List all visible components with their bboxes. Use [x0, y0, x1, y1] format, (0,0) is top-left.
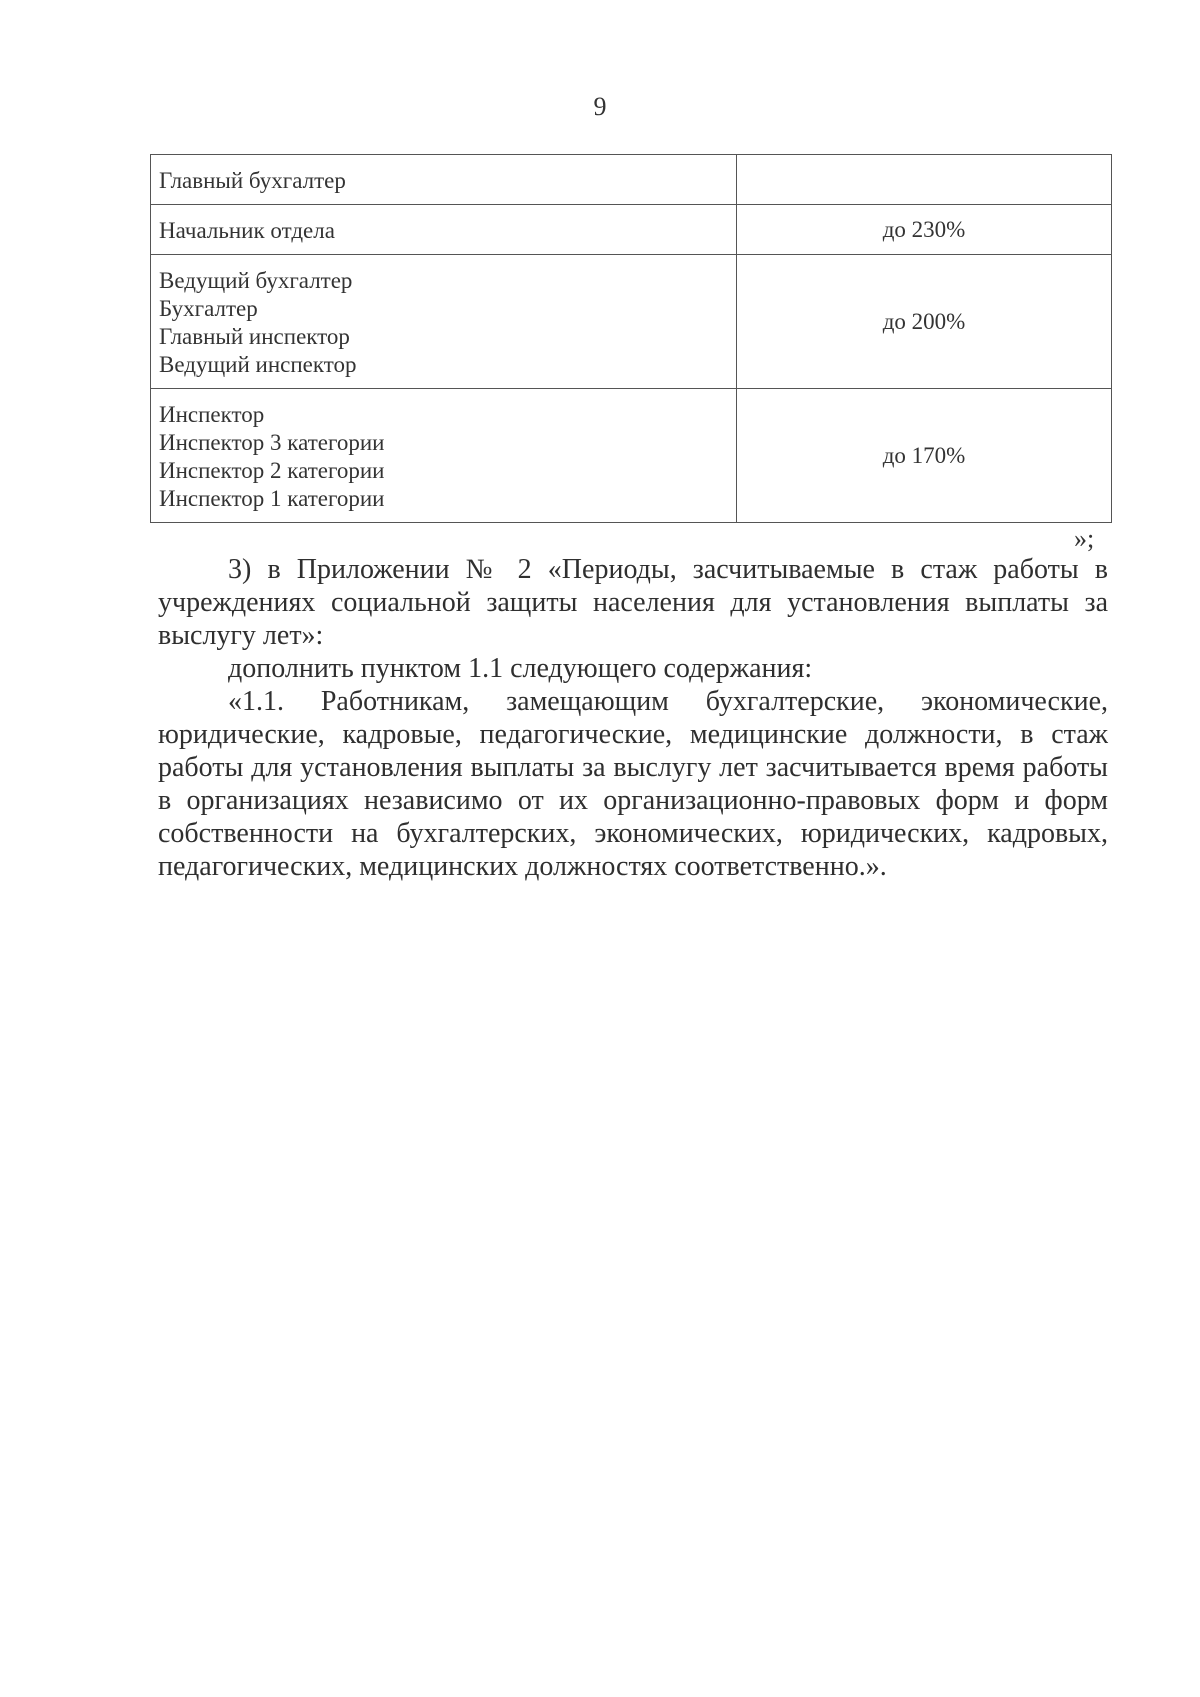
percent-cell [737, 155, 1112, 205]
table-row [151, 255, 1112, 389]
table-row [151, 389, 1112, 523]
positions-cell [151, 255, 737, 389]
percent-cell: до 230% [737, 205, 1112, 255]
table-row [151, 155, 1112, 205]
positions-cell [151, 155, 737, 205]
position-name: Инспектор [159, 401, 265, 427]
position-name: Инспектор 3 категории [159, 429, 385, 455]
position-name: Главный бухгалтер [159, 167, 346, 193]
position-name: Начальник отдела [159, 217, 335, 243]
positions-table [150, 154, 1112, 523]
paragraph-supplement: дополнить пунктом 1.1 следующего содержания: [228, 653, 813, 684]
position-name: Инспектор 1 категории [159, 485, 385, 511]
paragraph-item-3: 3) в Приложении № 2 «Периоды, засчитываемые в стаж работы в учреждениях социальной защиты населения для установления выплаты за выслугу лет»: [158, 554, 1108, 651]
position-name: Ведущий инспектор [159, 351, 357, 377]
percent-cell: до 170% [737, 389, 1112, 523]
document-body [158, 553, 1108, 883]
table-row [151, 205, 1112, 255]
position-name: Главный инспектор [159, 323, 350, 349]
page-number: 9 [593, 92, 607, 121]
position-name: Бухгалтер [159, 295, 258, 321]
position-name: Ведущий бухгалтер [159, 267, 353, 293]
paragraph-clause-1-1: «1.1. Работникам, замещающим бухгалтерские, экономические, юридические, кадровые, педагогические, медицинские должности, в стаж работы для установления выплаты за выслугу лет засчитывается время работы в организациях независимо от их организационно-правовых форм и форм собственности на бухгалтерских, экономических, юридических, кадровых, педагогических, медицинских должностях соответственно.». [158, 686, 1108, 882]
closing-quote: »; [1074, 524, 1095, 553]
percent-cell: до 200% [737, 255, 1112, 389]
position-name: Инспектор 2 категории [159, 457, 385, 483]
positions-cell [151, 205, 737, 255]
positions-cell [151, 389, 737, 523]
